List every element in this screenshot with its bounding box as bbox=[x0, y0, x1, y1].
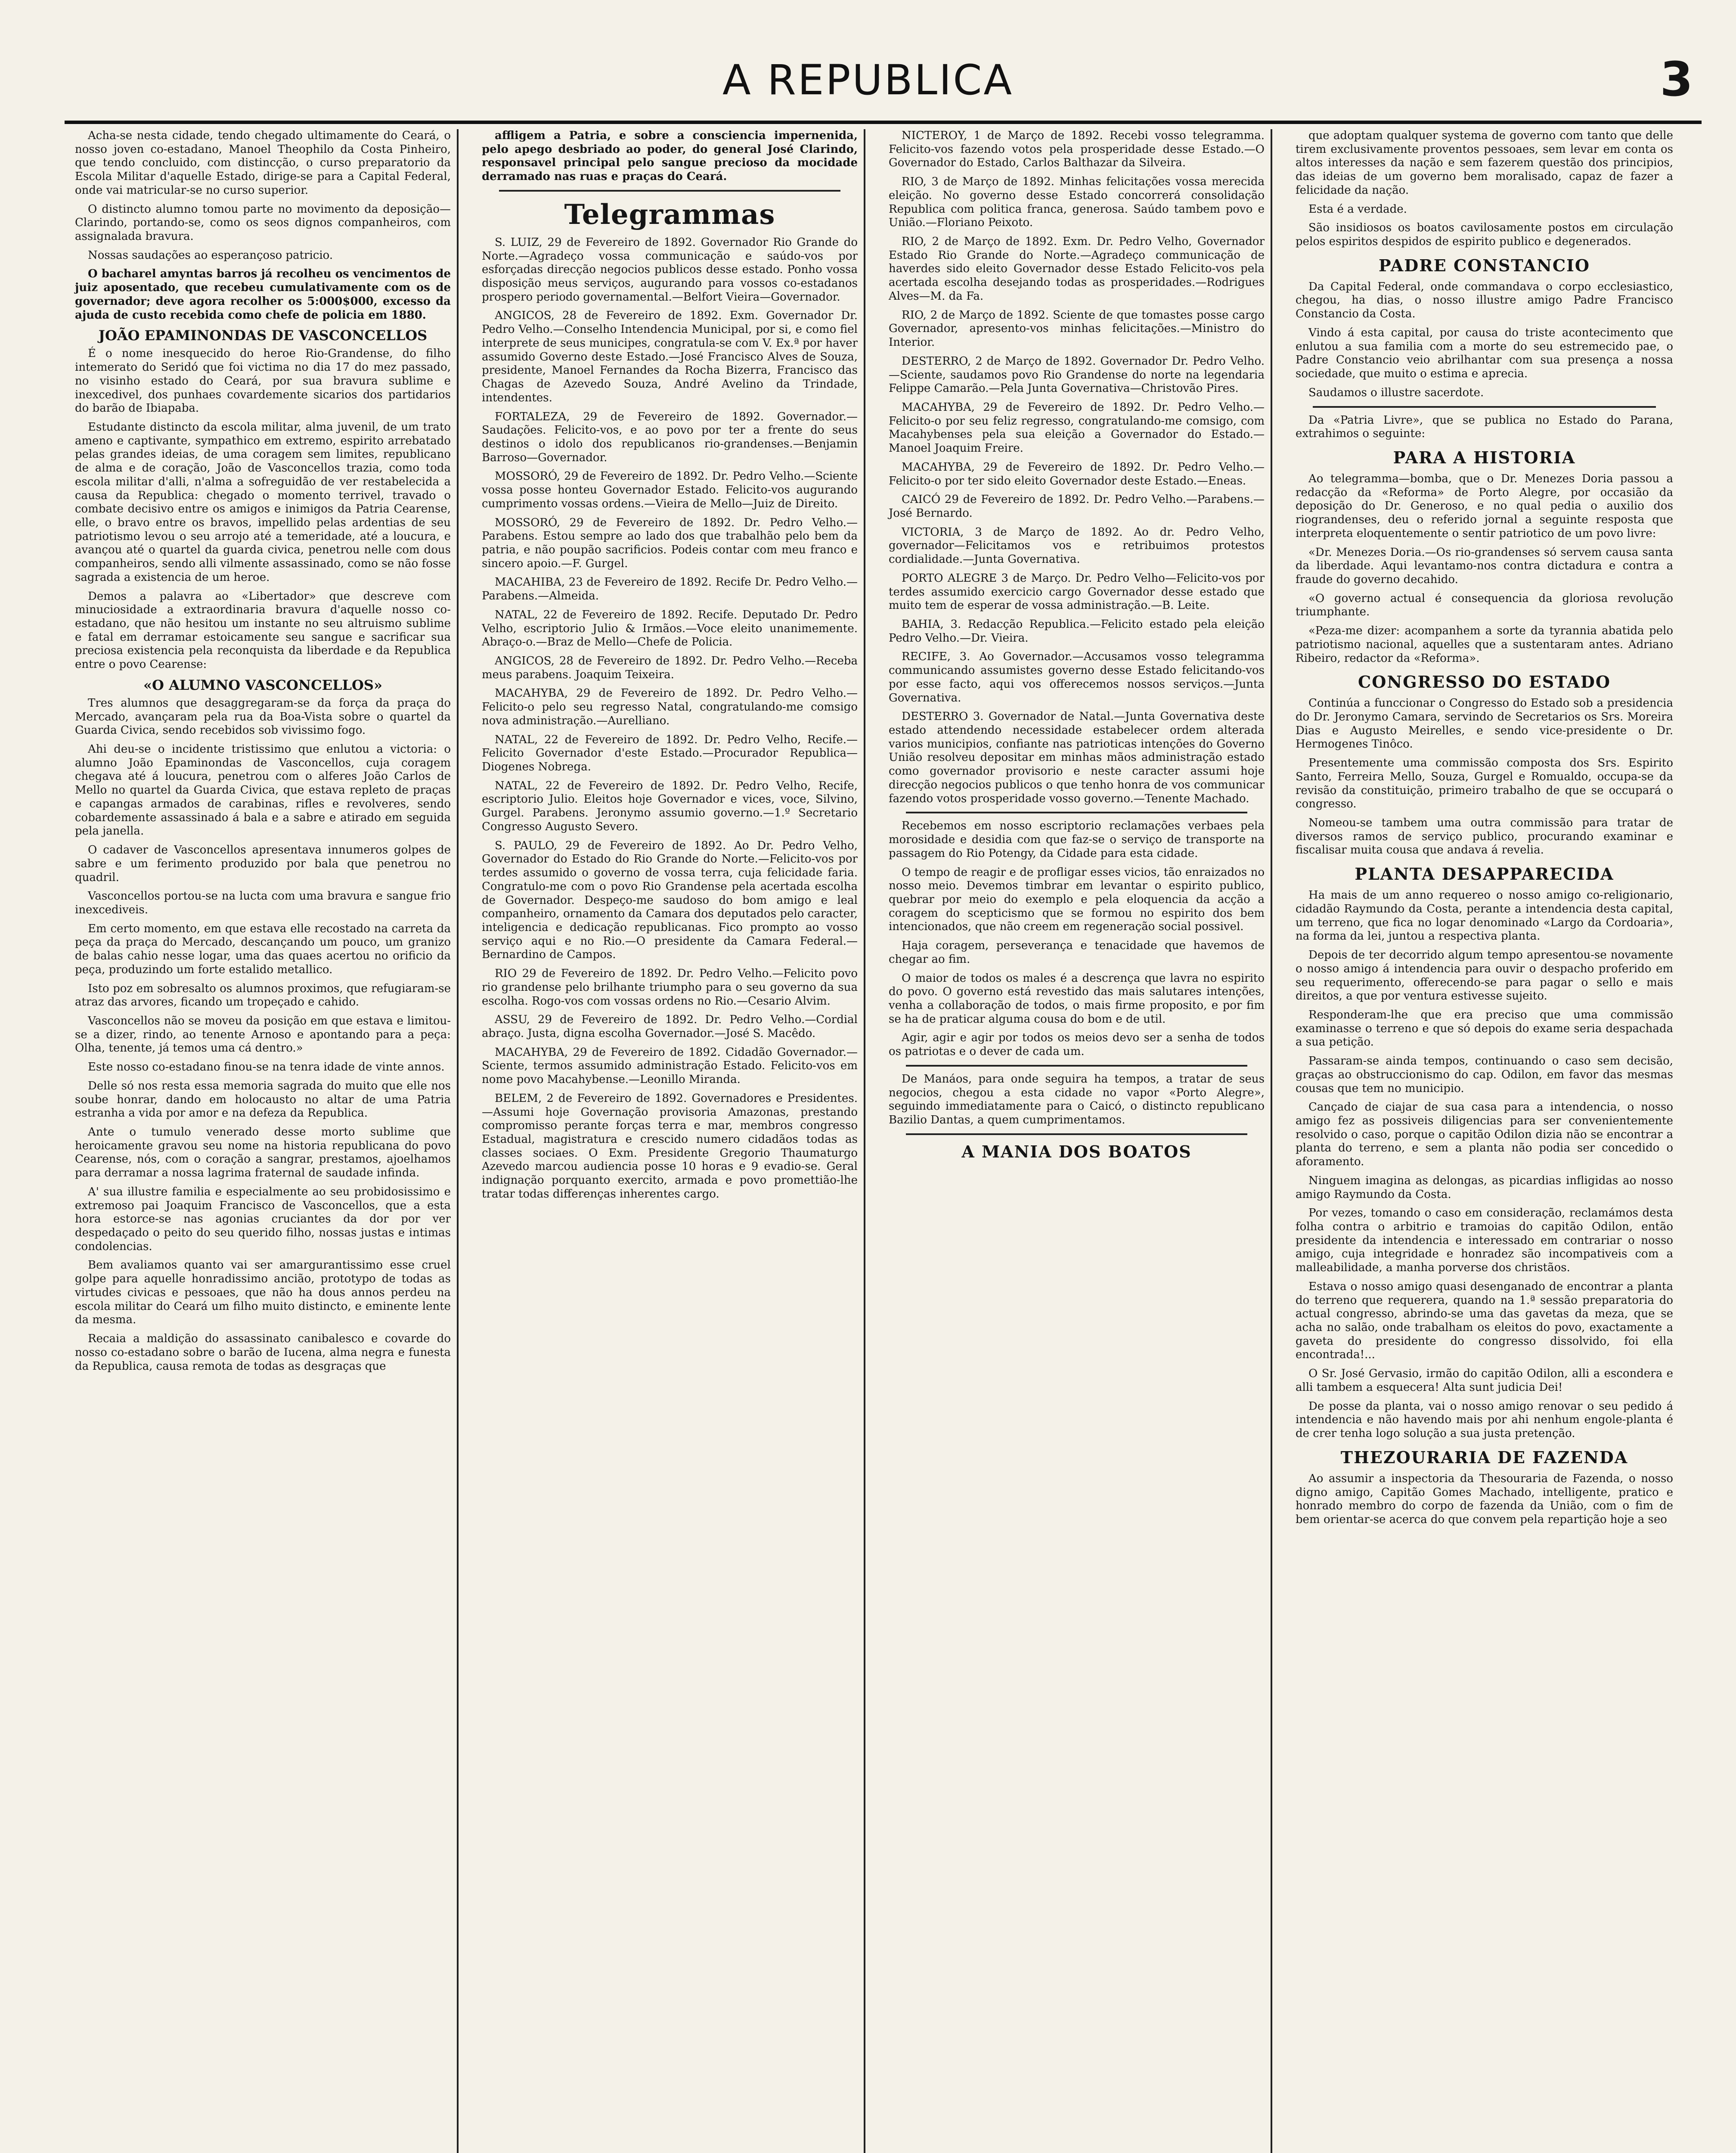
telegram: RIO, 3 de Março de 1892. Minhas felicitações vossa merecida eleição. No governo desse Estado concorrerá consolidação Republica com politica franca, generosa. Saúdo tambem povo e União.—Floriano Peixoto. bbox=[889, 175, 1265, 230]
article-paragraph: Responderam-lhe que era preciso que uma commissão examinasse o terreno e que só depois do exame seria despachada a sua petição. bbox=[1296, 1008, 1673, 1049]
article-paragraph: De Manáos, para onde seguira ha tempos, a tratar de seus negocios, chegou a esta cidade no vapor «Porto Alegre», seguindo immediatamente para o Caicó, o distincto republicano Bazilio Dantas, a quem cumprimentamos. bbox=[889, 1072, 1265, 1126]
telegram: MOSSORÓ, 29 de Fevereiro de 1892. Dr. Pedro Velho.—Sciente vossa posse honteu Governador Estado. Felicito-vos augurando cumprimento vossas ordens.—Vieira de Mello—Juiz de Direito. bbox=[482, 470, 858, 510]
article-paragraph: Vasconcellos portou-se na lucta com uma bravura e sangue frio inexcediveis. bbox=[75, 890, 451, 916]
article-paragraph: «O governo actual é consequencia da gloriosa revolução triumphante. bbox=[1296, 592, 1673, 619]
newspaper-title: A REPUBLICA bbox=[722, 56, 1014, 104]
article-paragraph: Agir, agir e agir por todos os meios devo ser a senha de todos os patriotas e o dever de cada um. bbox=[889, 1031, 1265, 1058]
section-heading-para-a-historia: PARA A HISTORIA bbox=[1393, 447, 1576, 467]
article-paragraph: O cadaver de Vasconcellos apresentava innumeros golpes de sabre e um ferimento produzido por bala que penetrou no quadril. bbox=[75, 844, 451, 884]
article-paragraph: São insidiosos os boatos cavilosamente postos em circulação pelos espiritos despidos de espirito publico e degenerados. bbox=[1296, 221, 1673, 248]
article-paragraph: Recaia a maldição do assassinato canibalesco e covarde do nosso co-estadano sobre o barão de Iucena, alma negra e funesta da Republica, causa remota de todas as desgraças que bbox=[75, 1332, 451, 1373]
telegram: VICTORIA, 3 de Março de 1892. Ao dr. Pedro Velho, governador—Felicitamos vos e retribuimos protestos cordialidade.—Junta Governativa. bbox=[889, 525, 1265, 566]
telegram: ANGICOS, 28 de Fevereiro de 1892. Exm. Governador Dr. Pedro Velho.—Conselho Intendencia Municipal, por si, e como fiel interprete de seus municipes, congratula-se com V. Ex.ª por haver assumido Governo deste Estado.—José Francisco Alves de Souza, presidente, Manoel Fernandes da Rocha Bizerra, Francisco das Chagas de Azevedo Souza, André Avelino da Trindade, intendentes. bbox=[482, 309, 858, 404]
column-2 bbox=[476, 129, 865, 2153]
divider bbox=[906, 812, 1247, 813]
telegram: MACAHYBA, 29 de Fevereiro de 1892. Cidadão Governador.—Sciente, termos assumido administração Estado. Felicito-vos em nome povo Macahybense.—Leonillo Miranda. bbox=[482, 1045, 858, 1086]
section-heading-padre-constancio: PADRE CONSTANCIO bbox=[1378, 255, 1590, 275]
article-paragraph: Em certo momento, em que estava elle recostado na carreta da peça da praça do Mercado, descançando um pouco, um granizo de balas cahio nesse logar, uma das quaes acertou no orificio da peça, produzindo um forte estalido metallico. bbox=[75, 922, 451, 976]
news-item: O distincto alumno tomou parte no movimento da deposição—Clarindo, portando-se, como os seos dignos companheiros, com assignalada bravura. bbox=[75, 202, 451, 243]
telegram: MACAHYBA, 29 de Fevereiro de 1892. Dr. Pedro Velho.—Felicito-o pelo seu regresso Natal, congratulando-me comsigo nova administração.—Aurelliano. bbox=[482, 687, 858, 727]
divider bbox=[499, 190, 840, 192]
article-paragraph: «Dr. Menezes Doria.—Os rio-grandenses só servem causa santa da liberdade. Aqui levantamo-nos contra dictadura e contra a fraude do governo decahido. bbox=[1296, 546, 1673, 586]
article-paragraph: Nomeou-se tambem uma outra commissão para tratar de diversos ramos de serviço publico, procurando examinar e fiscalisar muita cousa que andava á revelia. bbox=[1296, 816, 1673, 857]
column-1 bbox=[69, 129, 459, 2153]
telegram: RECIFE, 3. Ao Governador.—Accusamos vosso telegramma communicando assumistes governo desse Estado felicitando-vos por esse facto, aqui vos offerecemos nossos serviços.—Junta Governativa. bbox=[889, 650, 1265, 704]
news-item: Nossas saudações ao esperançoso patricio. bbox=[88, 248, 333, 262]
section-heading-thezouraria: THEZOURARIA DE FAZENDA bbox=[1340, 1447, 1628, 1467]
news-item: Acha-se nesta cidade, tendo chegado ultimamente do Ceará, o nosso joven co-estadano, Manoel Theophilo da Costa Pinheiro, que tendo concluido, com distincção, o curso preparatorio da Escola Militar d'aquelle Estado, dirige-se para a Capital Federal, onde vai matricular-se no curso superior. bbox=[75, 129, 451, 197]
telegram: RIO, 2 de Março de 1892. Exm. Dr. Pedro Velho, Governador Estado Rio Grande do Norte.—Agradeço communicação de haverdes sido eleito Governador desse Estado Felicito-vos pela acertada escolha desejando todas as prosperidades.—Rodrigues Alves—M. da Fa. bbox=[889, 235, 1265, 303]
telegram: RIO, 2 de Março de 1892. Sciente de que tomastes posse cargo Governador, apresento-vos minhas felicitações.—Ministro do Interior. bbox=[889, 308, 1265, 349]
article-paragraph: Bem avaliamos quanto vai ser amargurantissimo esse cruel golpe para aquelle honradissimo ancião, prototypo de todas as virtudes civicas e pessoaes, que não ha dous annos perdeu na escola militar do Ceará um filho muito distincto, e eminente lente da mesma. bbox=[75, 1259, 451, 1327]
page-number: 3 bbox=[1660, 52, 1693, 107]
article-paragraph: Recebemos em nosso escriptorio reclamações verbaes pela morosidade e desidia com que faz-se o serviço de transporte na passagem do Rio Potengy, da Cidade para esta cidade. bbox=[889, 819, 1265, 860]
telegram: MACAHIBA, 23 de Fevereiro de 1892. Recife Dr. Pedro Velho.—Parabens.—Almeida. bbox=[482, 576, 858, 603]
section-heading-congresso-do-estado: CONGRESSO DO ESTADO bbox=[1358, 672, 1611, 692]
telegram: NATAL, 22 de Fevereiro de 1892. Recife. Deputado Dr. Pedro Velho, escriptorio Julio & Irmãos.—Voce eleito unanimemente. Abraço-o.—Braz de Mello—Chefe de Policia. bbox=[482, 608, 858, 649]
telegram: NATAL, 22 de Fevereiro de 1892. Dr. Pedro Velho, Recife.—Felicito Governador d'este Estado.—Procurador Republica—Diogenes Nobrega. bbox=[482, 733, 858, 774]
article-paragraph: Demos a palavra ao «Libertador» que descreve com minuciosidade a extraordinaria bravura d'aquelle nosso co-estadano, que não hesitou um instante no seu altruismo sublime e fatal em derramar estoicamente seu sangue e sacrificar sua preciosa existencia pela reconquista da liberdade e da Republica entre o povo Cearense: bbox=[75, 589, 451, 671]
telegram: MACAHYBA, 29 de Fevereiro de 1892. Dr. Pedro Velho.—Felicito-o por ter sido eleito Governador deste Estado.—Eneas. bbox=[889, 460, 1265, 487]
telegram: RIO 29 de Fevereiro de 1892. Dr. Pedro Velho.—Felicito povo rio grandense pelo brilhante triumpho para o seu governo da sua escolha. Rogo-vos com vossas ordens no Rio.—Cesario Alvim. bbox=[482, 967, 858, 1008]
article-paragraph: Por vezes, tomando o caso em consideração, reclamámos desta folha contra o arbitrio e tramoias do capitão Odilon, então presidente da intendencia e interessado em contrariar o nosso amigo, cuja integridade e honradez são incompativeis com a malleabilidade, a manha porverse dos christãos. bbox=[1296, 1207, 1673, 1275]
column-3 bbox=[883, 129, 1272, 2153]
divider bbox=[906, 1133, 1247, 1135]
article-paragraph: Isto poz em sobresalto os alumnos proximos, que refugiaram-se atraz das arvores, ficando um tropeçado e cahido. bbox=[75, 982, 451, 1009]
divider bbox=[906, 1065, 1247, 1067]
article-paragraph: Continúa a funccionar o Congresso do Estado sob a presidencia do Dr. Jeronymo Camara, servindo de Secretarios os Srs. Moreira Dias e Augusto Meirelles, e sendo vice-presidente o Dr. Hermogenes Tinôco. bbox=[1296, 697, 1673, 751]
telegram: FORTALEZA, 29 de Fevereiro de 1892. Governador.—Saudações. Felicito-vos, e ao povo por ter a frente do seus destinos o idolo dos republicanos rio-grandenses.—Benjamin Barroso—Governador. bbox=[482, 410, 858, 464]
article-paragraph: Cançado de ciajar de sua casa para a intendencia, o nosso amigo fez as possiveis diligencias para ser convenientemente resolvido o caso, porque o capitão Odilon dizia não se encontrar a planta do terreno, e sem a planta não podia ser concedido o aforamento. bbox=[1296, 1101, 1673, 1169]
article-paragraph: O tempo de reagir e de profligar esses vicios, tão enraizados no nosso meio. Devemos timbrar em levantar o espirito publico, quebrar por meio do exemplo e pela eloquencia da acção a coragem do scepticismo que se formou no espirito dos bem intencionados, que não creem em regeneração social possivel. bbox=[889, 866, 1265, 934]
telegram: CAICÓ 29 de Fevereiro de 1892. Dr. Pedro Velho.—Parabens.—José Bernardo. bbox=[889, 493, 1265, 520]
telegram: S. PAULO, 29 de Fevereiro de 1892. Ao Dr. Pedro Velho, Governador do Estado do Rio Grande do Norte.—Felicito-vos por terdes assumido o governo de vossa terra, cuja felicidade faria. Congratulo-me com o povo Rio Grandense pela acertada escolha de Governador. Despeço-me saudoso do bom amigo e leal companheiro, ornamento da Camara dos deputados pelo caracter, inteligencia e dedicação republicanas. Fico prompto ao vosso serviço aqui e no Rio.—O presidente da Camara Federal.—Bernardino de Campos. bbox=[482, 839, 858, 962]
article-paragraph: «Peza-me dizer: acompanhem a sorte da tyrannia abatida pelo patriotismo nacional, aquelles que a sustentaram antes. Adriano Ribeiro, redactor da «Reforma». bbox=[1296, 624, 1673, 665]
telegram: PORTO ALEGRE 3 de Março. Dr. Pedro Velho—Felicito-vos por terdes assumido exercicio cargo Governador desse estado que muito tem de esperar de vossa administração.—B. Leite. bbox=[889, 571, 1265, 612]
telegram: MACAHYBA, 29 de Fevereiro de 1892. Dr. Pedro Velho.—Felicito-o por seu feliz regresso, congratulando-me comsigo, com Macahybenses pela sua eleição a Governador do Estado.—Manoel Joaquim Freire. bbox=[889, 400, 1265, 455]
article-heading: JOÃO EPAMINONDAS DE VASCONCELLOS bbox=[98, 327, 428, 344]
article-paragraph: Haja coragem, perseverança e tenacidade que havemos de chegar ao fim. bbox=[889, 939, 1265, 966]
article-paragraph: Da Capital Federal, onde commandava o corpo ecclesiastico, chegou, ha dias, o nosso illustre amigo Padre Francisco Constancio da Costa. bbox=[1296, 280, 1673, 321]
telegram: MOSSORÓ, 29 de Fevereiro de 1892. Dr. Pedro Velho.—Parabens. Estou sempre ao lado dos que trabalhão pelo bem da patria, e não poupão sacrificios. Podeis contar com meu franco e sincero apoio.—F. Gurgel. bbox=[482, 516, 858, 570]
news-item-bold: O bacharel amyntas barros já recolheu os vencimentos de juiz aposentado, que recebeu cumulativamente com os de governador; deve agora recolher os 5:000$000, excesso da ajuda de custo recebida como chefe de policia em 1880. bbox=[75, 267, 451, 322]
section-heading-mania-dos-boatos: A MANIA DOS BOATOS bbox=[961, 1142, 1192, 1161]
article-paragraph: affligem a Patria, e sobre a consciencia impernenida, pelo apego desbriado ao poder, do general José Clarindo, responsavel principal pelo sangue precioso da mocidade derramado nas ruas e praças do Ceará. bbox=[482, 129, 858, 183]
article-paragraph: Vasconcellos não se moveu da posição em que estava e limitou-se a dizer, rindo, ao tenente Arnoso e apontando para a peça: Olha, tenente, já temos uma cá dentro.» bbox=[75, 1014, 451, 1055]
telegram: ASSU, 29 de Fevereiro de 1892. Dr. Pedro Velho.—Cordial abraço. Justa, digna escolha Governador.—José S. Macêdo. bbox=[482, 1013, 858, 1040]
article-paragraph: que adoptam qualquer systema de governo com tanto que delle tirem exclusivamente proventos pessoaes, sem levar em conta os altos interesses da nação e sem fazerem questão dos principios, das ideias de um governo bem moralisado, capaz de fazer a felicidade da nação. bbox=[1296, 129, 1673, 197]
article-paragraph: Ante o tumulo venerado desse morto sublime que heroicamente gravou seu nome na historia republicana do povo Cearense, nós, com o coração a sangrar, prestamos, ajoelhamos para derramar a nossa lagrima fraternal de saudade infinda. bbox=[75, 1126, 451, 1180]
article-paragraph: Delle só nos resta essa memoria sagrada do muito que elle nos soube honrar, dando em holocausto no altar de uma Patria estranha a vida por amor e na defeza da Republica. bbox=[75, 1079, 451, 1120]
article-paragraph: A' sua illustre familia e especialmente ao seu probidosissimo e extremoso pai Joaquim Francisco de Vasconcellos, que a esta hora estorce-se nas agonias cruciantes da dor por ver despedaçado o peito do seu querido filho, nossas justas e intimas condolencias. bbox=[75, 1185, 451, 1253]
article-paragraph: Da «Patria Livre», que se publica no Estado do Parana, extrahimos o seguinte: bbox=[1296, 413, 1673, 441]
telegram: NICTEROY, 1 de Março de 1892. Recebi vosso telegramma. Felicito-vos fazendo votos pela prosperidade desse Estado.—O Governador do Estado, Carlos Balthazar da Silveira. bbox=[889, 129, 1265, 170]
article-paragraph: É o nome inesquecido do heroe Rio-Grandense, do filho intemerato do Seridó que foi victima no dia 17 do mez passado, no visinho estado do Ceará, por sua bravura sublime e inexcedivel, dos punhaes covardemente sicarios dos partidarios do barão de Ibiapaba. bbox=[75, 347, 451, 415]
telegram: DESTERRO 3. Governador de Natal.—Junta Governativa deste estado attendendo necessidade estabelecer ordem alterada varios municipios, confiante nas patrioticas intenções do Governo União resolveu depositar em minhas mãos administração estado como governador provisorio e neste caracter assumi hoje direcção negocios publicos o que tenho honra de vos communicar fazendo votos prosperidade vosso governo.—Tenente Machado. bbox=[889, 710, 1265, 805]
article-paragraph: Saudamos o illustre sacerdote. bbox=[1308, 386, 1484, 399]
article-paragraph: Ha mais de um anno requereo o nosso amigo co-religionario, cidadão Raymundo da Costa, perante a intendencia desta capital, um terreno, que fica no logar denominado «Largo da Cordoaria», na forma da lei, juntou a respectiva planta. bbox=[1296, 889, 1673, 943]
telegram: DESTERRO, 2 de Março de 1892. Governador Dr. Pedro Velho.—Sciente, saudamos povo Rio Grandense do norte na legendaria Felippe Camarão.—Pela Junta Governativa—Christovão Pires. bbox=[889, 354, 1265, 395]
article-subheading: «O ALUMNO VASCONCELLOS» bbox=[143, 676, 382, 693]
article-paragraph: O Sr. José Gervasio, irmão do capitão Odilon, alli a escondera e alli tambem a esquecera! Alta sunt judicia Dei! bbox=[1296, 1367, 1673, 1394]
section-heading-telegrammas: Telegrammas bbox=[564, 198, 775, 231]
article-paragraph: Tres alumnos que desaggregaram-se da força da praça do Mercado, avançaram pela rua da Boa-Vista sobre o quartel da Guarda Civica, sendo recebidos sob vivissimo fogo. bbox=[75, 696, 451, 737]
section-heading-planta-desapparecida: PLANTA DESAPPARECIDA bbox=[1355, 864, 1614, 884]
telegram: BELEM, 2 de Fevereiro de 1892. Governadores e Presidentes.—Assumi hoje Governação provisoria Amazonas, prestando compromisso perante forças terra e mar, membros congresso Estadual, magistratura e crescido numero cidadãos todas as classes sociaes. O Exm. Presidente Gregorio Thaumaturgo Azevedo marcou audiencia posse 10 horas e 9 evadio-se. Geral indignação porquanto exercito, armada e povo promettião-lhe tratar todas differenças inherentes cargo. bbox=[482, 1092, 858, 1201]
article-paragraph: Passaram-se ainda tempos, continuando o caso sem decisão, graças ao obstruccionismo do cap. Odilon, em favor das mesmas cousas que tem no municipio. bbox=[1296, 1055, 1673, 1095]
article-paragraph: Ao assumir a inspectoria da Thesouraria de Fazenda, o nosso digno amigo, Capitão Gomes Machado, intelligente, pratico e honrado membro do corpo de fazenda da União, com o fim de bem orientar-se acerca do que convem pela repartição hoje a seo bbox=[1296, 1472, 1673, 1526]
telegram: ANGICOS, 28 de Fevereiro de 1892. Dr. Pedro Velho.—Receba meus parabens. Joaquim Teixeira. bbox=[482, 655, 858, 681]
telegram: NATAL, 22 de Fevereiro de 1892. Dr. Pedro Velho, Recife, escriptorio Julio. Eleitos hoje Governador e vices, voce, Silvino, Gurgel. Parabens. Jeronymo assumio governo.—1.º Secretario Congresso Augusto Severo. bbox=[482, 779, 858, 833]
column-4 bbox=[1290, 129, 1679, 2153]
divider bbox=[1313, 406, 1656, 408]
article-paragraph: Depois de ter decorrido algum tempo apresentou-se novamente o nosso amigo á intendencia para ouvir o despacho proferido em seu requerimento, offerecendo-se para pagar o sello e mais direitos, a que por ventura estivesse sujeito. bbox=[1296, 949, 1673, 1003]
article-paragraph: Presentemente uma commissão composta dos Srs. Espirito Santo, Ferreira Mello, Souza, Gurgel e Romualdo, occupa-se da revisão da constituição, primeiro trabalho de que se occupará o congresso. bbox=[1296, 757, 1673, 811]
columns bbox=[69, 129, 1679, 2153]
telegram: BAHIA, 3. Redacção Republica.—Felicito estado pela eleição Pedro Velho.—Dr. Vieira. bbox=[889, 618, 1265, 645]
article-paragraph: Ninguem imagina as delongas, as picardias infligidas ao nosso amigo Raymundo da Costa. bbox=[1296, 1174, 1673, 1201]
masthead bbox=[17, 52, 1719, 125]
article-paragraph: O maior de todos os males é a descrença que lavra no espirito do povo. O governo está revestido das mais salutares intenções, venha a collaboração de todos, o mais firme proposito, e por fim se ha de praticar alguma cousa do bom e de util. bbox=[889, 971, 1265, 1026]
article-paragraph: Estudante distincto da escola militar, alma juvenil, de um trato ameno e captivante, sympathico em extremo, espirito arrebatado pelas grandes ideias, de uma coragem sem limites, republicano de alma e de coração, João de Vasconcellos trazia, como toda escola militar d'alli, n'alma a sofreguidão de ver restabelecida a causa da Republica: chegado o momento terrivel, travado o combate decisivo entre os amigos e inimigos da Patria Cearense, elle, o bravo entre os bravos, impellido pelas ardentias de seu patriotismo levou o seu arrojo até a temeridade, até a loucura, e avançou até o quartel da guarda civica, penetrou nelle com dous companheiros, sendo alli vilmente assassinado, como se não fosse sagrada a existencia de um heroe. bbox=[75, 420, 451, 584]
article-paragraph: Vindo á esta capital, por causa do triste acontecimento que enlutou a sua familia com a morte do seu estremecido pae, o Padre Constancio veio abrilhantar com sua presença a nossa sociedade, que muito o estima e aprecia. bbox=[1296, 326, 1673, 381]
article-paragraph: Esta é a verdade. bbox=[1308, 202, 1407, 216]
article-paragraph: Ahi deu-se o incidente tristissimo que enlutou a victoria: o alumno João Epaminondas de Vasconcellos, cuja coragem chegava até á loucura, penetrou com o alferes João Carlos de Mello no quartel da Guarda Civica, que estava repleto de praças e capangas armados de carabinas, rifles e revolveres, sendo cobardemente assassinado á bala e a sabre e atirado em seguida pela janella. bbox=[75, 743, 451, 838]
telegram: S. LUIZ, 29 de Fevereiro de 1892. Governador Rio Grande do Norte.—Agradeço vossa communicação e saúdo-vos por esforçadas direcção negocios publicos desse estado. Ponho vossa disposição meus serviços, augurando para vossos co-estadanos prospero periodo governamental.—Belfort Vieira—Governador. bbox=[482, 236, 858, 304]
article-paragraph: De posse da planta, vai o nosso amigo renovar o seu pedido á intendencia e não havendo mais por ahi nenhum engole-planta é de crer tenha logo solução a sua justa pretenção. bbox=[1296, 1399, 1673, 1440]
article-paragraph: Ao telegramma—bomba, que o Dr. Menezes Doria passou a redacção da «Reforma» de Porto Alegre, por occasião da deposição do Dr. Generoso, e no qual pedia o auxilio dos riograndenses, deu o referido jornal a seguinte resposta que interpreta eloquentemente o sentir patriotico de um povo livre: bbox=[1296, 472, 1673, 540]
article-paragraph: Estava o nosso amigo quasi desenganado de encontrar a planta do terreno que requerera, quando na 1.ª sessão preparatoria do actual congresso, abrindo-se uma das gavetas da meza, que se acha no salão, onde trabalham os eleitos do povo, exactamente a gaveta do presidente do congresso dissolvido, foi ella encontrada!... bbox=[1296, 1280, 1673, 1362]
masthead-rule bbox=[65, 121, 1702, 124]
article-paragraph: Este nosso co-estadano finou-se na tenra idade de vinte annos. bbox=[88, 1061, 445, 1074]
